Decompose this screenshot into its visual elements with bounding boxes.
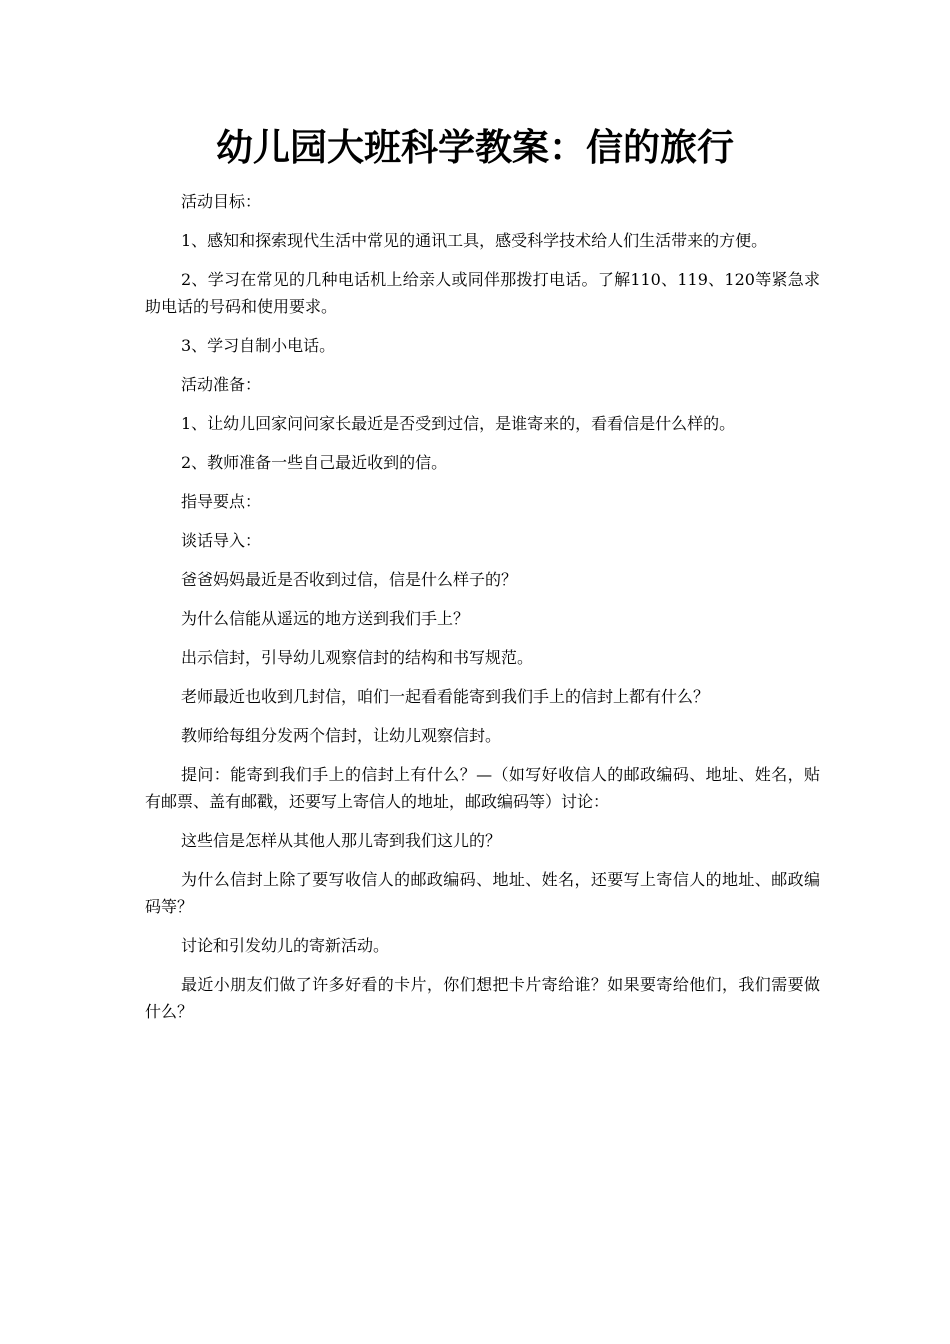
paragraph-discussion-activity: 讨论和引发幼儿的寄新活动。 bbox=[181, 936, 390, 955]
paragraph-ask-envelope-content: 提问：能寄到我们手上的信封上有什么？—（如写好收信人的邮政编码、地址、姓名，贴有邮票、盖有邮戳，还要写上寄信人的地址，邮政编码等）讨论： bbox=[145, 765, 820, 811]
paragraph-goal-1: 1、感知和探索现代生活中常见的通讯工具，感受科学技术给人们生活带来的方便。 bbox=[181, 231, 768, 250]
paragraph-guidance-heading: 指导要点： bbox=[181, 492, 262, 511]
paragraph-conversation-intro: 谈话导入： bbox=[181, 531, 262, 550]
paragraph-discussion-1: 这些信是怎样从其他人那儿寄到我们这儿的？ bbox=[181, 831, 502, 850]
paragraph-cards: 最近小朋友们做了许多好看的卡片，你们想把卡片寄给谁？如果要寄给他们，我们需要做什么？ bbox=[145, 975, 820, 1021]
paragraph-discussion-2: 为什么信封上除了要写收信人的邮政编码、地址、姓名，还要写上寄信人的地址、邮政编码等？ bbox=[145, 870, 820, 916]
paragraph-show-envelope: 出示信封，引导幼儿观察信封的结构和书写规范。 bbox=[181, 648, 534, 667]
paragraph-preparation-heading: 活动准备： bbox=[181, 375, 262, 394]
paragraph-activity-goals-heading: 活动目标： bbox=[181, 192, 262, 211]
paragraph-question-1: 爸爸妈妈最近是否收到过信，信是什么样子的？ bbox=[181, 570, 518, 589]
paragraph-question-2: 为什么信能从遥远的地方送到我们手上？ bbox=[181, 609, 470, 628]
document-body bbox=[145, 188, 820, 1037]
paragraph-preparation-2: 2、教师准备一些自己最近收到的信。 bbox=[181, 453, 448, 472]
paragraph-distribute-envelopes: 教师给每组分发两个信封，让幼儿观察信封。 bbox=[181, 726, 502, 745]
document-title: 幼儿园大班科学教案：信的旅行 bbox=[216, 125, 734, 169]
paragraph-teacher-letters: 老师最近也收到几封信，咱们一起看看能寄到我们手上的信封上都有什么？ bbox=[181, 687, 710, 706]
paragraph-goal-2: 2、学习在常见的几种电话机上给亲人或同伴那拨打电话。了解110、119、120等紧急求助电话的号码和使用要求。 bbox=[145, 270, 820, 316]
paragraph-preparation-1: 1、让幼儿回家问问家长最近是否受到过信，是谁寄来的，看看信是什么样的。 bbox=[181, 414, 736, 433]
paragraph-goal-3: 3、学习自制小电话。 bbox=[181, 336, 336, 355]
